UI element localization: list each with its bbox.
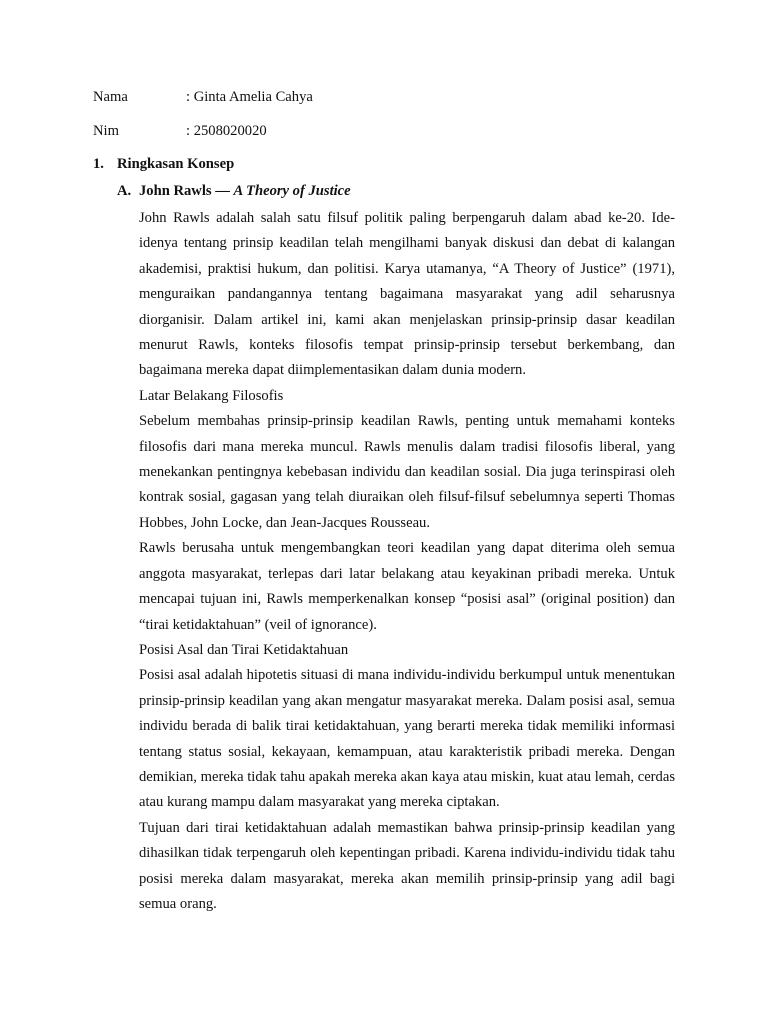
subsection-title-prefix: John Rawls — xyxy=(139,183,230,199)
subsection-letter: A. xyxy=(117,183,132,199)
section-number: 1. xyxy=(93,156,104,172)
paragraph: John Rawls adalah salah satu filsuf politik paling berpengaruh dalam abad ke-20. Ide-idenya tentang prinsip keadilan telah mengilhami banyak diskusi dan debat di kalangan akademisi, praktisi hukum, dan politisi. Karya utamanya, “A Theory of Justice” (1971), menguraikan pandangannya tentang bagaimana masyarakat yang adil seharusnya diorganisir. Dalam artikel ini, kami akan menjelaskan prinsip-prinsip dasar keadilan menurut Rawls, konteks filosofis tempat prinsip-prinsip tersebut berkembang, dan bagaimana mereka dapat diimplementasikan dalam dunia modern. xyxy=(139,210,675,379)
paragraph: Posisi asal adalah hipotetis situasi di mana individu-individu berkumpul untuk menentukan prinsip-prinsip keadilan yang akan mengatur masyarakat mereka. Dalam posisi asal, semua individu berada di balik tirai ketidaktahuan, yang berarti mereka tidak memiliki informasi tentang status sosial, kekayaan, kemampuan, atau karakteristik pribadi mereka. Dengan demikian, mereka tidak tahu apakah mereka akan kaya atau miskin, kuat atau lemah, cerdas atau kurang mampu dalam masyarakat yang mereka ciptakan. xyxy=(139,667,675,811)
subheading: Posisi Asal dan Tirai Ketidaktahuan xyxy=(139,641,349,658)
section-heading xyxy=(93,154,234,174)
nim-field xyxy=(93,121,267,141)
section-title: Ringkasan Konsep xyxy=(117,156,235,172)
body-text xyxy=(139,206,675,917)
subsection-heading xyxy=(117,181,351,201)
paragraph: Rawls berusaha untuk mengembangkan teori keadilan yang dapat diterima oleh semua anggota masyarakat, terlepas dari latar belakang atau keyakinan pribadi mereka. Untuk mencapai tujuan ini, Rawls memperkenalkan konsep “posisi asal” (original position) dan “tirai ketidaktahuan” (veil of ignorance). xyxy=(139,540,675,633)
name-field xyxy=(93,87,313,107)
name-value: : Ginta Amelia Cahya xyxy=(186,89,313,105)
nim-label: Nim xyxy=(93,123,119,139)
paragraph: Tujuan dari tirai ketidaktahuan adalah memastikan bahwa prinsip-prinsip keadilan yang dihasilkan tidak terpengaruh oleh kepentingan pribadi. Karena individu-individu tidak tahu posisi mereka dalam masyarakat, mereka akan memilih prinsip-prinsip yang adil bagi semua orang. xyxy=(139,819,675,912)
subsection-title-italic: A Theory of Justice xyxy=(233,183,351,199)
name-label: Nama xyxy=(93,89,128,105)
paragraph: Sebelum membahas prinsip-prinsip keadilan Rawls, penting untuk memahami konteks filosofis dari mana mereka muncul. Rawls menulis dalam tradisi filosofis liberal, yang menekankan pentingnya kebebasan individu dan keadilan sosial. Dia juga terinspirasi oleh kontrak sosial, gagasan yang telah diuraikan oleh filsuf-filsuf sebelumnya seperti Thomas Hobbes, John Locke, dan Jean-Jacques Rousseau. xyxy=(139,413,675,531)
subheading: Latar Belakang Filosofis xyxy=(139,387,284,404)
nim-value: : 2508020020 xyxy=(186,123,267,139)
